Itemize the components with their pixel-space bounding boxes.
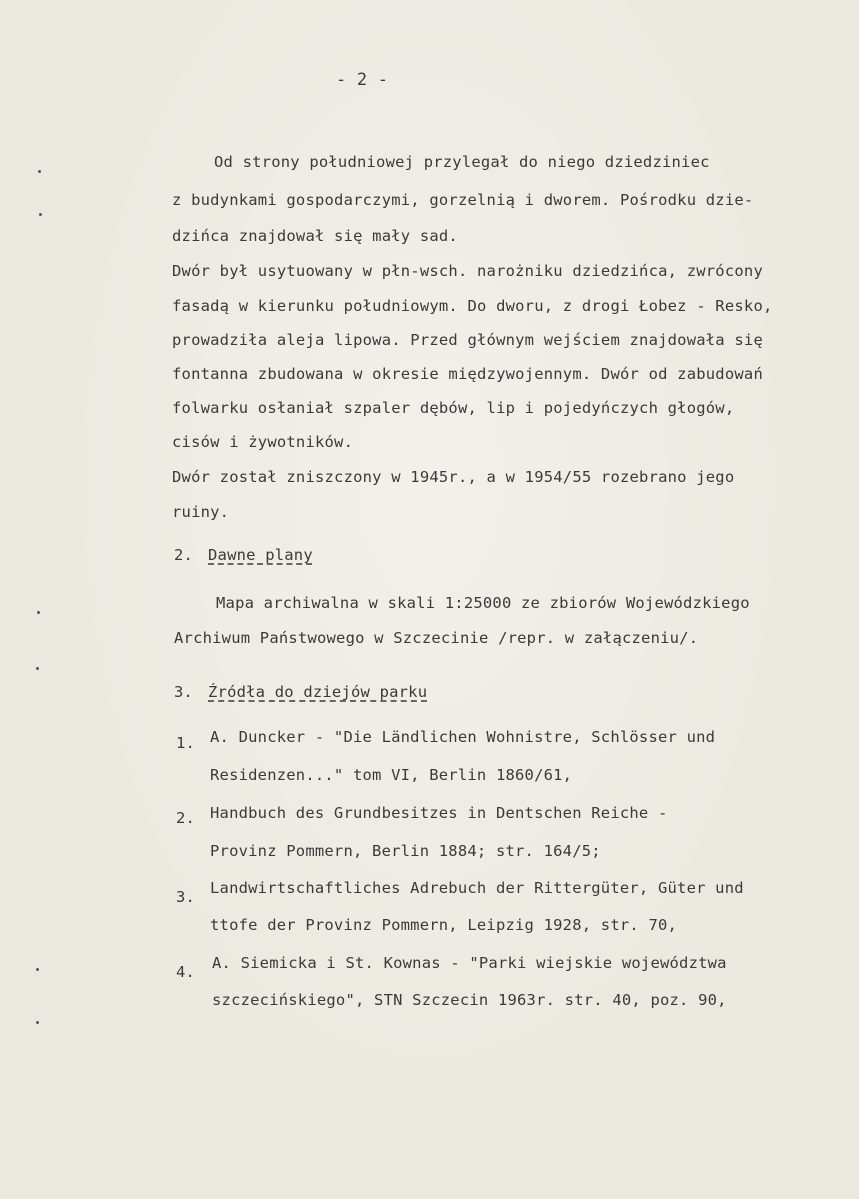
section-number: 3. — [174, 683, 194, 701]
list-item-text: Handbuch des Grundbesitzes in Dentschen Reiche - — [210, 804, 668, 822]
margin-mark — [38, 170, 41, 173]
margin-mark — [36, 968, 39, 971]
list-item-text: Residenzen..." tom VI, Berlin 1860/61, — [210, 766, 573, 784]
text-line: cisów i żywotników. — [172, 433, 354, 451]
margin-mark — [36, 667, 39, 670]
text-line: folwarku osłaniał szpaler dębów, lip i pojedyńczych głogów, — [172, 399, 735, 417]
page-number: - 2 - — [336, 70, 389, 90]
text-line: Dwór został zniszczony w 1945r., a w 1954/55 rozebrano jego — [172, 468, 735, 486]
section-title: Dawne plany — [208, 546, 313, 564]
list-item-text: A. Siemicka i St. Kownas - "Parki wiejskie województwa — [212, 954, 727, 972]
list-item-text: Landwirtschaftliches Adrebuch der Rittergüter, Güter und — [210, 879, 744, 897]
text-line: fontanna zbudowana w okresie międzywojennym. Dwór od zabudowań — [172, 365, 763, 383]
list-item-number: 2. — [176, 809, 196, 827]
text-line: fasadą w kierunku południowym. Do dworu, z drogi Łobez - Resko, — [172, 297, 773, 315]
list-item-number: 4. — [176, 963, 196, 981]
text-line: Dwór był usytuowany w płn-wsch. narożniku dziedzińca, zwrócony — [172, 262, 763, 280]
list-item-text: A. Duncker - "Die Ländlichen Wohnistre, Schlösser und — [210, 728, 716, 746]
text-line: ruiny. — [172, 503, 230, 521]
text-line: dzińca znajdował się mały sad. — [172, 227, 458, 245]
list-item-text: ttofe der Provinz Pommern, Leipzig 1928, str. 70, — [210, 916, 678, 934]
text-line: Mapa archiwalna w skali 1:25000 ze zbiorów Wojewódzkiego — [216, 594, 750, 612]
margin-mark — [37, 611, 40, 614]
section-number: 2. — [174, 546, 194, 564]
list-item-text: Provinz Pommern, Berlin 1884; str. 164/5; — [210, 842, 601, 860]
list-item-number: 3. — [176, 888, 196, 906]
section-title: Źródła do dziejów parku — [208, 683, 428, 701]
text-line: prowadziła aleja lipowa. Przed głównym wejściem znajdowała się — [172, 331, 763, 349]
text-line: z budynkami gospodarczymi, gorzelnią i dworem. Pośrodku dzie- — [172, 191, 754, 209]
list-item-number: 1. — [176, 734, 196, 752]
list-item-text: szczecińskiego", STN Szczecin 1963r. str. 40, poz. 90, — [212, 991, 727, 1009]
margin-mark — [36, 1021, 39, 1024]
text-line: Archiwum Państwowego w Szczecinie /repr. w załączeniu/. — [174, 629, 699, 647]
text-line: Od strony południowej przylegał do niego dziedziniec — [214, 153, 710, 171]
margin-mark — [39, 213, 42, 216]
